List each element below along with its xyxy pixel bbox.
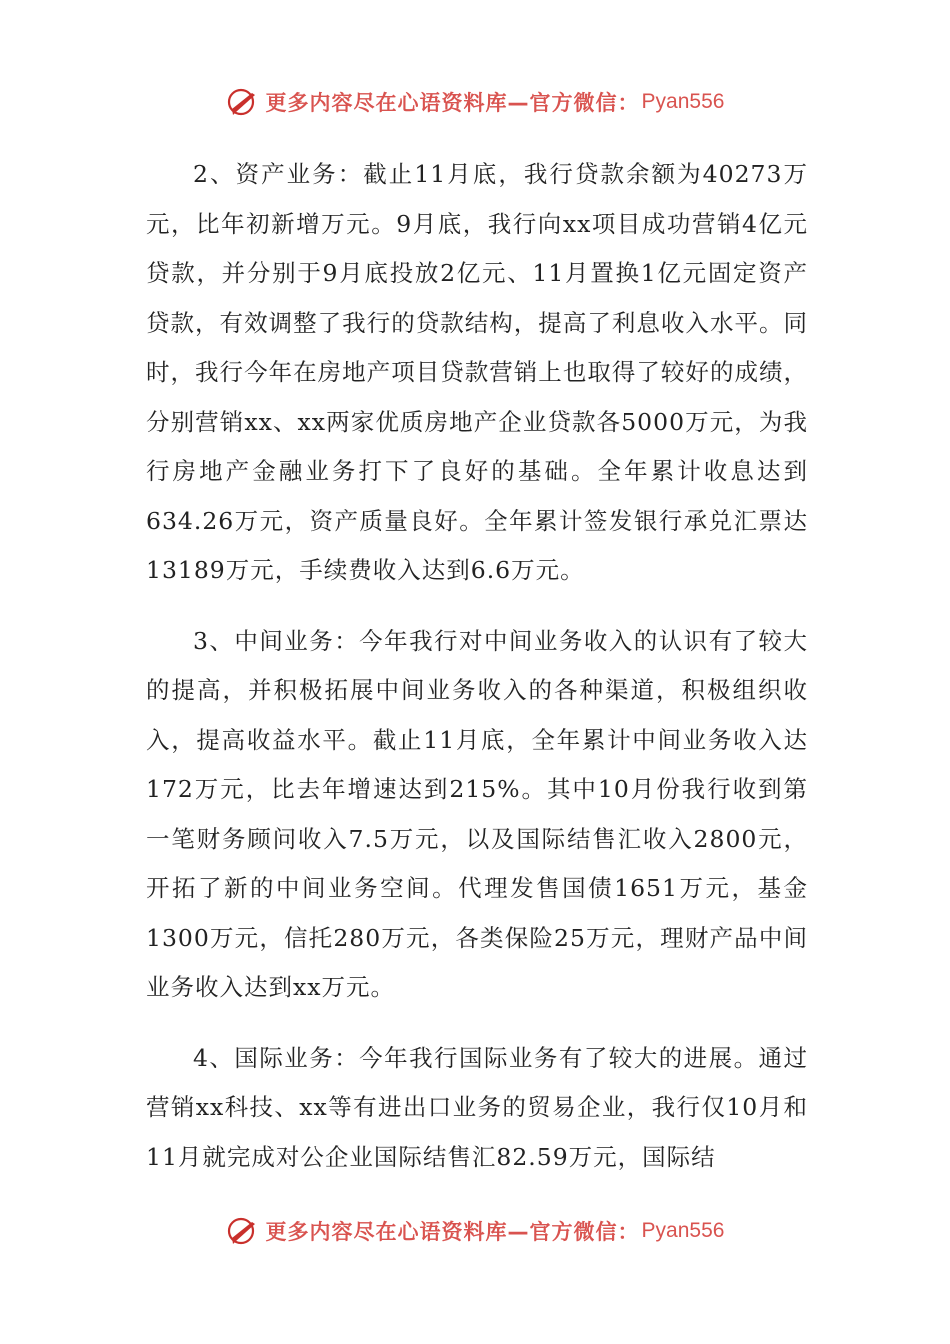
paragraph-international-business: 4、国际业务：今年我行国际业务有了较大的进展。通过营销xx科技、xx等有进出口业务的贸易企业，我行仅10月和11月就完成对公企业国际结售汇82.59万元，国际结 bbox=[146, 1043, 808, 1171]
header-wechat-id: Pyan556 bbox=[641, 90, 725, 113]
pen-seal-icon bbox=[226, 85, 260, 119]
paragraph-asset-business: 2、资产业务：截止11月底，我行贷款余额为40273万元，比年初新增万元。9月底，我行向xx项目成功营销4亿元贷款，并分别于9月底投放2亿元、11月置换1亿元固定资产贷款，有效调整了我行的贷款结构，提高了利息收入水平。同时，我行今年在房地产项目贷款营销上也取得了较好的成绩，分别营销xx、xx两家优质房地产企业贷款各5000万元，为我行房地产金融业务打下了良好的基础。全年累计收息达到634.26万元，资产质量良好。全年累计签发银行承兑汇票达13189万元，手续费收入达到6.6万元。 bbox=[146, 160, 808, 584]
footer-wechat-id: Pyan556 bbox=[641, 1219, 725, 1242]
footer-banner bbox=[0, 1211, 950, 1251]
footer-text: 更多内容尽在心语资料库—官方微信： bbox=[265, 1220, 640, 1244]
pen-seal-icon bbox=[226, 1214, 260, 1248]
paragraph-intermediary-business: 3、中间业务：今年我行对中间业务收入的认识有了较大的提高，并积极拓展中间业务收入的各种渠道，积极组织收入，提高收益水平。截止11月底，全年累计中间业务收入达172万元，比去年增速达到215%。其中10月份我行收到第一笔财务顾问收入7.5万元，以及国际结售汇收入2800元，开拓了新的中间业务空间。代理发售国债1651万元，基金1300万元，信托280万元，各类保险25万元，理财产品中间业务收入达到xx万元。 bbox=[146, 626, 808, 1001]
header-banner bbox=[0, 82, 950, 122]
header-text: 更多内容尽在心语资料库—官方微信： bbox=[265, 91, 640, 115]
document-body bbox=[146, 150, 808, 1203]
